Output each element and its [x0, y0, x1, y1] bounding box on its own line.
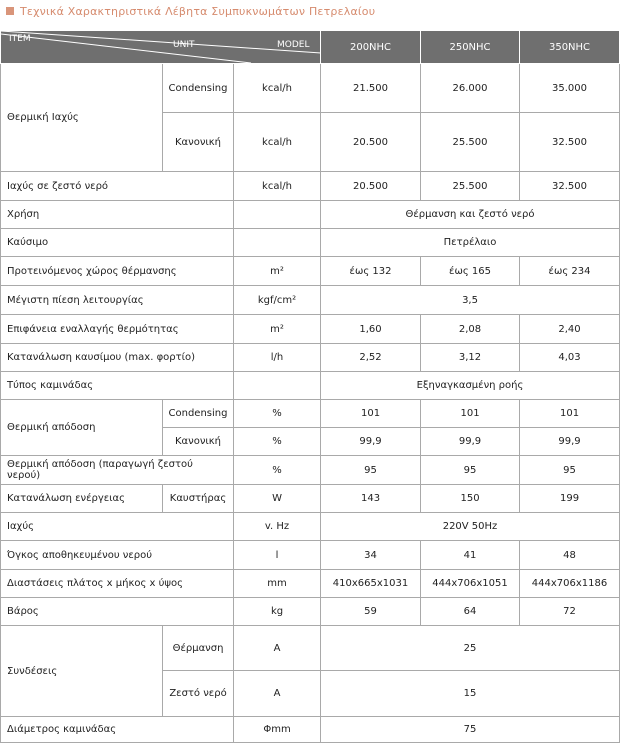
- cell-value: 2,08: [421, 315, 520, 344]
- row-unit: l/h: [234, 344, 321, 372]
- cell-value: 25.500: [421, 113, 520, 172]
- row-label: Ιαχύς σε ζεστό νερό: [1, 172, 234, 201]
- row-unit-empty: [234, 229, 321, 257]
- cell-value: 35.000: [520, 64, 620, 113]
- table-row: [1, 172, 620, 201]
- row-unit: kcal/h: [234, 113, 321, 172]
- cell-value: Θέρμανση και ζεστό νερό: [321, 201, 620, 229]
- table-row: [1, 344, 620, 372]
- specs-table: [0, 30, 620, 743]
- row-label: Καύσιμο: [1, 229, 234, 257]
- cell-value: 150: [421, 485, 520, 513]
- row-unit: v. Hz: [234, 513, 321, 541]
- cell-value: Πετρέλαιο: [321, 229, 620, 257]
- cell-value: 15: [321, 671, 620, 717]
- cell-value: 444x706x1186: [520, 570, 620, 598]
- cell-value: 32.500: [520, 113, 620, 172]
- row-unit: %: [234, 456, 321, 485]
- row-label: Θερμική απόδοση (παραγωγή ζεστού νερού): [1, 456, 234, 485]
- row-unit: Φmm: [234, 717, 321, 743]
- cell-value: 95: [321, 456, 421, 485]
- header-item: ITEM: [9, 34, 31, 44]
- row-label: Τύπος καμινάδας: [1, 372, 234, 400]
- cell-value: 95: [421, 456, 520, 485]
- row-unit: W: [234, 485, 321, 513]
- row-label: Θερμική απόδοση: [1, 400, 163, 456]
- table-row: [1, 513, 620, 541]
- row-sublabel: Κανονική: [163, 113, 234, 172]
- row-unit: %: [234, 428, 321, 456]
- cell-value: 101: [520, 400, 620, 428]
- cell-value: Εξηναγκασμένη ροής: [321, 372, 620, 400]
- cell-value: 410x665x1031: [321, 570, 421, 598]
- cell-value: έως 234: [520, 257, 620, 286]
- row-unit: l: [234, 541, 321, 570]
- row-label: Διάμετρος καμινάδας: [1, 717, 234, 743]
- table-row: [1, 400, 620, 428]
- cell-value: 34: [321, 541, 421, 570]
- row-label: Βάρος: [1, 598, 234, 626]
- cell-value: 20.500: [321, 172, 421, 201]
- table-header: [1, 31, 620, 64]
- cell-value: 64: [421, 598, 520, 626]
- table-row: [1, 372, 620, 400]
- row-sublabel: Condensing: [163, 400, 234, 428]
- page-title: Τεχνικά Χαρακτηριστικά Λέβητα Συμπυκνωμάτων Πετρελαίου: [20, 4, 376, 18]
- cell-value: 444x706x1051: [421, 570, 520, 598]
- row-label: Κατανάλωση ενέργειας: [1, 485, 163, 513]
- table-row: [1, 286, 620, 315]
- cell-value: 2,52: [321, 344, 421, 372]
- cell-value: 99,9: [421, 428, 520, 456]
- row-label: Χρήση: [1, 201, 234, 229]
- cell-value: 1,60: [321, 315, 421, 344]
- row-label: Κατανάλωση καυσίμου (max. φορτίο): [1, 344, 234, 372]
- table-row: [1, 541, 620, 570]
- cell-value: 99,9: [520, 428, 620, 456]
- row-unit: kg: [234, 598, 321, 626]
- header-model-250: 250NHC: [421, 31, 520, 64]
- header-model-200: 200NHC: [321, 31, 421, 64]
- cell-value: 72: [520, 598, 620, 626]
- title-square-icon: [6, 7, 14, 15]
- row-label: Θερμική Ιαχύς: [1, 64, 163, 172]
- cell-value: 20.500: [321, 113, 421, 172]
- row-unit-empty: [234, 372, 321, 400]
- row-sublabel: Κανονική: [163, 428, 234, 456]
- cell-value: 101: [321, 400, 421, 428]
- header-item-unit-model: [1, 31, 321, 64]
- row-sublabel: Θέρμανση: [163, 626, 234, 671]
- table-row: [1, 485, 620, 513]
- table-row: [1, 570, 620, 598]
- row-unit: A: [234, 671, 321, 717]
- cell-value: 3,12: [421, 344, 520, 372]
- table-row: [1, 201, 620, 229]
- row-unit: kcal/h: [234, 172, 321, 201]
- cell-value: 2,40: [520, 315, 620, 344]
- table-row: [1, 315, 620, 344]
- row-label: Μέγιστη πίεση λειτουργίας: [1, 286, 234, 315]
- cell-value: 21.500: [321, 64, 421, 113]
- row-label: Ιαχύς: [1, 513, 234, 541]
- cell-value: 3,5: [321, 286, 620, 315]
- row-unit: A: [234, 626, 321, 671]
- cell-value: 143: [321, 485, 421, 513]
- cell-value: 59: [321, 598, 421, 626]
- table-row: [1, 717, 620, 743]
- title-bar: [0, 0, 620, 22]
- table-row: [1, 229, 620, 257]
- table-row: [1, 64, 620, 113]
- cell-value: 25.500: [421, 172, 520, 201]
- cell-value: 75: [321, 717, 620, 743]
- row-unit: kcal/h: [234, 64, 321, 113]
- row-sublabel: Καυστήρας: [163, 485, 234, 513]
- row-label: Όγκος αποθηκευμένου νερού: [1, 541, 234, 570]
- row-label: Συνδέσεις: [1, 626, 163, 717]
- header-unit: UNIT: [173, 40, 195, 50]
- cell-value: 48: [520, 541, 620, 570]
- row-unit-empty: [234, 201, 321, 229]
- cell-value: 32.500: [520, 172, 620, 201]
- cell-value: 95: [520, 456, 620, 485]
- header-model: MODEL: [277, 40, 310, 50]
- table-row: [1, 598, 620, 626]
- row-unit: mm: [234, 570, 321, 598]
- table-row: [1, 626, 620, 671]
- cell-value: 101: [421, 400, 520, 428]
- row-unit: %: [234, 400, 321, 428]
- cell-value: 41: [421, 541, 520, 570]
- row-unit: m²: [234, 257, 321, 286]
- row-sublabel: Condensing: [163, 64, 234, 113]
- cell-value: 99,9: [321, 428, 421, 456]
- cell-value: 4,03: [520, 344, 620, 372]
- row-unit: kgf/cm²: [234, 286, 321, 315]
- header-model-350: 350NHC: [520, 31, 620, 64]
- cell-value: 220V 50Hz: [321, 513, 620, 541]
- cell-value: 25: [321, 626, 620, 671]
- table-row: [1, 257, 620, 286]
- cell-value: έως 165: [421, 257, 520, 286]
- row-sublabel: Ζεστό νερό: [163, 671, 234, 717]
- row-label: Διαστάσεις πλάτος x μήκος x ύψος: [1, 570, 234, 598]
- header-diagonal-lines-icon: [1, 31, 321, 63]
- cell-value: έως 132: [321, 257, 421, 286]
- row-unit: m²: [234, 315, 321, 344]
- table-row: [1, 456, 620, 485]
- row-label: Προτεινόμενος χώρος θέρμανσης: [1, 257, 234, 286]
- row-label: Επιφάνεια εναλλαγής θερμότητας: [1, 315, 234, 344]
- cell-value: 26.000: [421, 64, 520, 113]
- cell-value: 199: [520, 485, 620, 513]
